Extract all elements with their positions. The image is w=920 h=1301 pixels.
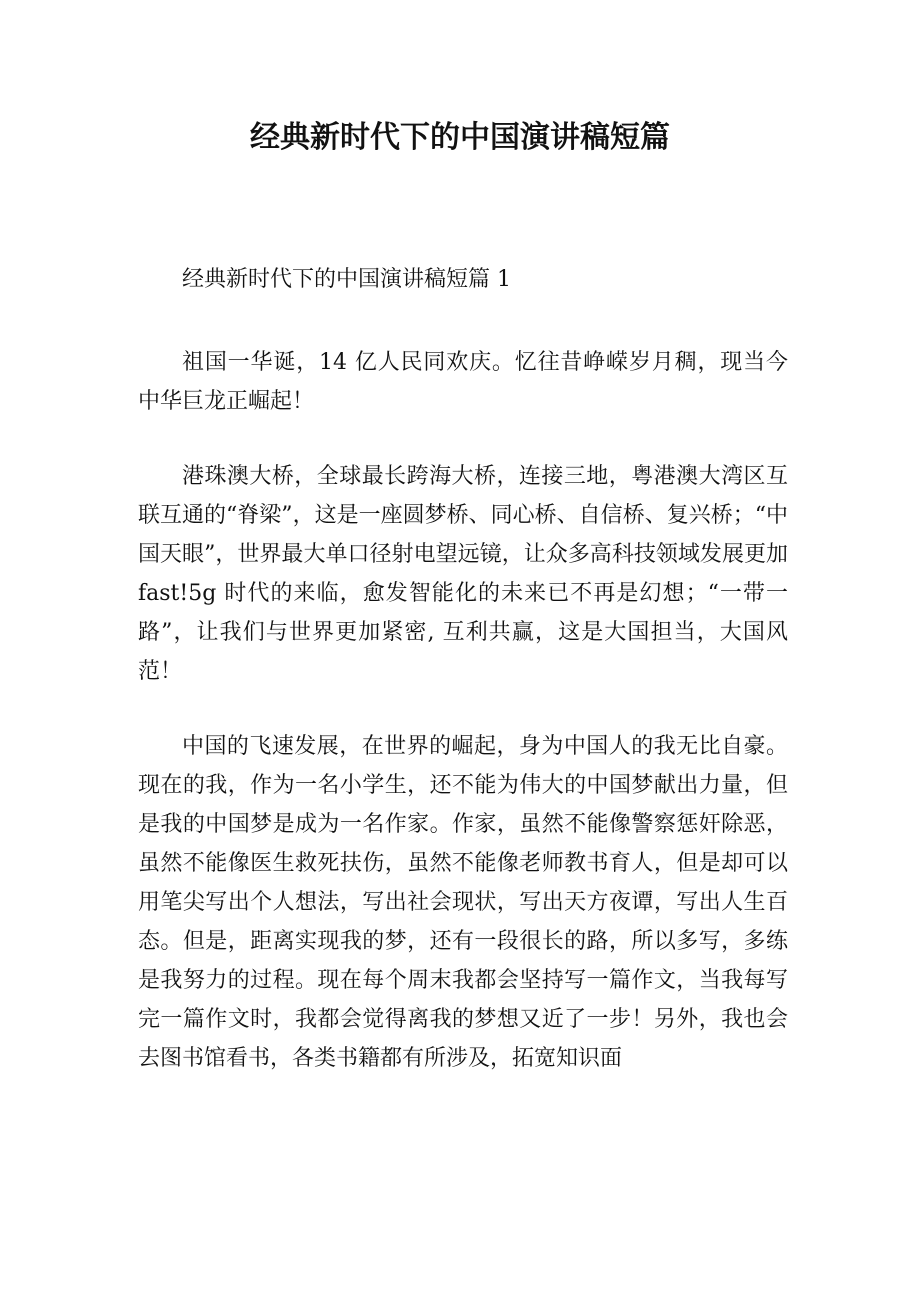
document-body	[138, 260, 788, 1114]
paragraph-3: 中国的飞速发展，在世界的崛起，身为中国人的我无比自豪。现在的我，作为一名小学生，还不能为伟大的中国梦献出力量，但是我的中国梦是成为一名作家。作家，虽然不能像警察惩奸除恶，虽然不能像医生救死扶伤，虽然不能像老师教书育人，但是却可以用笔尖写出个人想法，写出社会现状，写出天方夜谭，写出人生百态。但是，距离实现我的梦，还有一段很长的路，所以多写，多练是我努力的过程。现在每个周末我都会坚持写一篇作文，当我每写完一篇作文时，我都会觉得离我的梦想又近了一步！另外，我也会去图书馆看书，各类书籍都有所涉及，拓宽知识面	[138, 734, 788, 1071]
paragraph-2: 港珠澳大桥，全球最长跨海大桥，连接三地，粤港澳大湾区互联互通的“脊梁”，这是一座圆梦桥、同心桥、自信桥、复兴桥；“中国天眼”，世界最大单口径射电望远镜，让众多高科技领域发展更加 fast!5g 时代的来临，愈发智能化的未来已不再是幻想；“一带一路”，让我们与世界更加紧密, 互利共赢，这是大国担当，大国风范！	[138, 464, 788, 684]
paragraph-1: 祖国一华诞，14 亿人民同欢庆。忆往昔峥嵘岁月稠，现当今中华巨龙正崛起！	[138, 350, 788, 414]
section-heading: 经典新时代下的中国演讲稿短篇 1	[182, 267, 511, 292]
document-title: 经典新时代下的中国演讲稿短篇	[250, 120, 670, 155]
